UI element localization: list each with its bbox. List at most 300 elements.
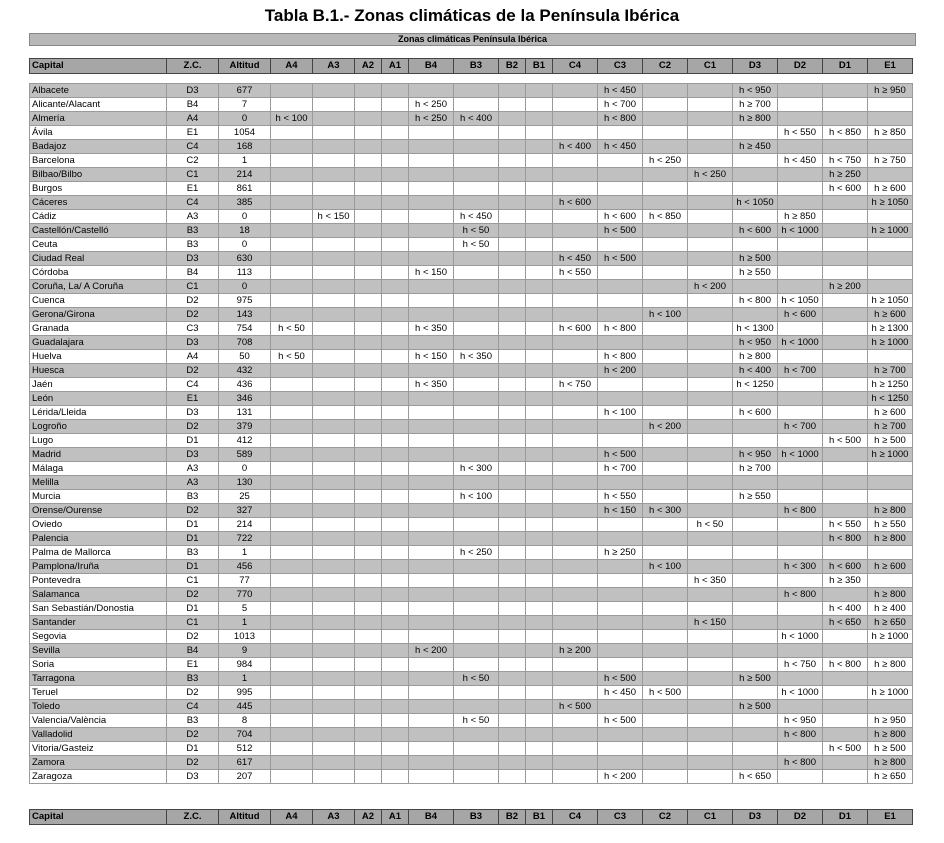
empty-cell xyxy=(688,196,733,210)
threshold-cell: h < 600 xyxy=(733,224,778,238)
empty-cell xyxy=(598,630,643,644)
threshold-cell: h < 500 xyxy=(553,700,598,714)
table-row xyxy=(30,280,913,294)
empty-cell xyxy=(499,462,526,476)
header-top-col-c1: C1 xyxy=(688,59,733,74)
empty-cell xyxy=(643,168,688,182)
threshold-cell: h ≥ 800 xyxy=(868,728,913,742)
threshold-cell: h < 100 xyxy=(643,560,688,574)
empty-cell xyxy=(553,630,598,644)
table-row xyxy=(30,140,913,154)
capital-cell: Tarragona xyxy=(30,672,167,686)
empty-cell xyxy=(688,406,733,420)
threshold-cell: h < 350 xyxy=(409,378,454,392)
header-bottom-col-z-c: Z.C. xyxy=(167,810,219,825)
empty-cell xyxy=(313,84,355,98)
empty-cell xyxy=(688,630,733,644)
zone-cell: D1 xyxy=(167,602,219,616)
threshold-cell: h ≥ 800 xyxy=(733,112,778,126)
empty-cell xyxy=(598,280,643,294)
empty-cell xyxy=(526,672,553,686)
empty-cell xyxy=(733,308,778,322)
empty-cell xyxy=(553,588,598,602)
empty-cell xyxy=(409,476,454,490)
table-row xyxy=(30,294,913,308)
altitude-cell: 677 xyxy=(219,84,271,98)
empty-cell xyxy=(733,616,778,630)
threshold-cell: h < 800 xyxy=(823,658,868,672)
threshold-cell: h < 800 xyxy=(733,294,778,308)
empty-cell xyxy=(271,294,313,308)
empty-cell xyxy=(271,308,313,322)
empty-cell xyxy=(526,350,553,364)
empty-cell xyxy=(823,406,868,420)
empty-cell xyxy=(355,308,382,322)
altitude-cell: 0 xyxy=(219,238,271,252)
threshold-cell: h < 500 xyxy=(598,672,643,686)
empty-cell xyxy=(688,462,733,476)
empty-cell xyxy=(526,574,553,588)
empty-cell xyxy=(313,602,355,616)
empty-cell xyxy=(313,560,355,574)
header-bottom-col-e1: E1 xyxy=(868,810,913,825)
empty-cell xyxy=(382,588,409,602)
empty-cell xyxy=(553,504,598,518)
empty-cell xyxy=(271,252,313,266)
table-title: Tabla B.1.- Zonas climáticas de la Península Ibérica xyxy=(264,6,680,25)
empty-cell xyxy=(313,714,355,728)
threshold-cell: h < 950 xyxy=(733,336,778,350)
empty-cell xyxy=(313,504,355,518)
empty-cell xyxy=(526,602,553,616)
empty-cell xyxy=(778,490,823,504)
empty-cell xyxy=(733,420,778,434)
empty-cell xyxy=(598,182,643,196)
empty-cell xyxy=(499,448,526,462)
threshold-cell: h < 400 xyxy=(553,140,598,154)
zone-cell: B4 xyxy=(167,266,219,280)
empty-cell xyxy=(454,756,499,770)
empty-cell xyxy=(688,672,733,686)
empty-cell xyxy=(382,140,409,154)
empty-cell xyxy=(355,210,382,224)
empty-cell xyxy=(409,126,454,140)
zone-cell: D2 xyxy=(167,294,219,308)
empty-cell xyxy=(355,476,382,490)
empty-cell xyxy=(409,196,454,210)
empty-cell xyxy=(271,700,313,714)
empty-cell xyxy=(313,476,355,490)
header-row-top xyxy=(29,58,913,74)
empty-cell xyxy=(823,700,868,714)
empty-cell xyxy=(313,546,355,560)
empty-cell xyxy=(733,756,778,770)
empty-cell xyxy=(271,644,313,658)
empty-cell xyxy=(382,392,409,406)
threshold-cell: h ≥ 650 xyxy=(868,770,913,784)
capital-cell: Santander xyxy=(30,616,167,630)
capital-cell: Pamplona/Iruña xyxy=(30,560,167,574)
empty-cell xyxy=(526,266,553,280)
empty-cell xyxy=(553,616,598,630)
empty-cell xyxy=(313,140,355,154)
empty-cell xyxy=(688,182,733,196)
table-row xyxy=(30,322,913,336)
altitude-cell: 77 xyxy=(219,574,271,588)
empty-cell xyxy=(382,630,409,644)
empty-cell xyxy=(382,238,409,252)
empty-cell xyxy=(778,406,823,420)
zone-cell: D2 xyxy=(167,504,219,518)
empty-cell xyxy=(688,742,733,756)
empty-cell xyxy=(499,224,526,238)
threshold-cell: h ≥ 650 xyxy=(868,616,913,630)
empty-cell xyxy=(778,378,823,392)
capital-cell: Palencia xyxy=(30,532,167,546)
altitude-cell: 0 xyxy=(219,210,271,224)
empty-cell xyxy=(271,770,313,784)
empty-cell xyxy=(409,532,454,546)
empty-cell xyxy=(526,308,553,322)
capital-cell: Madrid xyxy=(30,448,167,462)
empty-cell xyxy=(868,140,913,154)
empty-cell xyxy=(313,280,355,294)
altitude-cell: 7 xyxy=(219,98,271,112)
empty-cell xyxy=(823,140,868,154)
table-row xyxy=(30,504,913,518)
empty-cell xyxy=(868,644,913,658)
table-row xyxy=(30,448,913,462)
table-row xyxy=(30,742,913,756)
altitude-cell: 385 xyxy=(219,196,271,210)
empty-cell xyxy=(313,126,355,140)
empty-cell xyxy=(313,490,355,504)
threshold-cell: h < 800 xyxy=(778,504,823,518)
empty-cell xyxy=(778,98,823,112)
empty-cell xyxy=(499,112,526,126)
empty-cell xyxy=(643,266,688,280)
empty-cell xyxy=(778,644,823,658)
empty-cell xyxy=(355,686,382,700)
empty-cell xyxy=(382,490,409,504)
altitude-cell: 8 xyxy=(219,714,271,728)
empty-cell xyxy=(271,126,313,140)
empty-cell xyxy=(643,658,688,672)
empty-cell xyxy=(499,518,526,532)
empty-cell xyxy=(382,364,409,378)
empty-cell xyxy=(355,406,382,420)
altitude-cell: 207 xyxy=(219,770,271,784)
empty-cell xyxy=(733,588,778,602)
table-row xyxy=(30,308,913,322)
empty-cell xyxy=(382,658,409,672)
empty-cell xyxy=(553,224,598,238)
threshold-cell: h < 500 xyxy=(598,448,643,462)
empty-cell xyxy=(382,154,409,168)
header-top-col-d3: D3 xyxy=(733,59,778,74)
altitude-cell: 1 xyxy=(219,546,271,560)
empty-cell xyxy=(823,546,868,560)
threshold-cell: h < 1250 xyxy=(868,392,913,406)
table-row xyxy=(30,224,913,238)
table-row xyxy=(30,84,913,98)
empty-cell xyxy=(409,728,454,742)
threshold-cell: h < 200 xyxy=(688,280,733,294)
empty-cell xyxy=(313,518,355,532)
empty-cell xyxy=(271,672,313,686)
empty-cell xyxy=(598,616,643,630)
threshold-cell: h < 600 xyxy=(553,322,598,336)
table-row xyxy=(30,602,913,616)
empty-cell xyxy=(643,476,688,490)
empty-cell xyxy=(382,546,409,560)
altitude-cell: 214 xyxy=(219,168,271,182)
empty-cell xyxy=(598,294,643,308)
empty-cell xyxy=(598,700,643,714)
table-row xyxy=(30,238,913,252)
empty-cell xyxy=(409,714,454,728)
empty-cell xyxy=(733,182,778,196)
header-bottom-col-a1: A1 xyxy=(382,810,409,825)
empty-cell xyxy=(823,294,868,308)
zone-cell: B3 xyxy=(167,224,219,238)
empty-cell xyxy=(526,210,553,224)
capital-cell: Lérida/Lleida xyxy=(30,406,167,420)
empty-cell xyxy=(499,308,526,322)
threshold-cell: h < 850 xyxy=(643,210,688,224)
empty-cell xyxy=(598,756,643,770)
threshold-cell: h ≥ 800 xyxy=(868,658,913,672)
empty-cell xyxy=(382,462,409,476)
empty-cell xyxy=(382,98,409,112)
empty-cell xyxy=(355,252,382,266)
table-row xyxy=(30,476,913,490)
empty-cell xyxy=(553,728,598,742)
table-row xyxy=(30,770,913,784)
capital-cell: Soria xyxy=(30,658,167,672)
empty-cell xyxy=(409,518,454,532)
table-row xyxy=(30,574,913,588)
empty-cell xyxy=(598,742,643,756)
empty-cell xyxy=(355,658,382,672)
empty-cell xyxy=(778,742,823,756)
empty-cell xyxy=(598,154,643,168)
capital-cell: Ceuta xyxy=(30,238,167,252)
empty-cell xyxy=(778,140,823,154)
empty-cell xyxy=(688,770,733,784)
empty-cell xyxy=(868,168,913,182)
empty-cell xyxy=(382,420,409,434)
threshold-cell: h < 600 xyxy=(553,196,598,210)
threshold-cell: h < 400 xyxy=(733,364,778,378)
empty-cell xyxy=(733,168,778,182)
empty-cell xyxy=(355,672,382,686)
threshold-cell: h < 50 xyxy=(271,322,313,336)
empty-cell xyxy=(526,224,553,238)
empty-cell xyxy=(409,168,454,182)
empty-cell xyxy=(778,546,823,560)
header-top-col-d1: D1 xyxy=(823,59,868,74)
empty-cell xyxy=(688,336,733,350)
empty-cell xyxy=(382,294,409,308)
empty-cell xyxy=(271,560,313,574)
empty-cell xyxy=(499,196,526,210)
header-bottom-col-d2: D2 xyxy=(778,810,823,825)
threshold-cell: h < 200 xyxy=(643,420,688,434)
header-bottom-col-altitud: Altitud xyxy=(219,810,271,825)
empty-cell xyxy=(271,602,313,616)
threshold-cell: h < 50 xyxy=(454,238,499,252)
empty-cell xyxy=(778,476,823,490)
empty-cell xyxy=(271,686,313,700)
threshold-cell: h < 300 xyxy=(643,504,688,518)
threshold-cell: h < 950 xyxy=(778,714,823,728)
empty-cell xyxy=(355,714,382,728)
empty-cell xyxy=(313,658,355,672)
empty-cell xyxy=(643,224,688,238)
empty-cell xyxy=(688,532,733,546)
empty-cell xyxy=(688,126,733,140)
threshold-cell: h ≥ 1000 xyxy=(868,336,913,350)
capital-cell: Castellón/Castelló xyxy=(30,224,167,238)
empty-cell xyxy=(733,476,778,490)
empty-cell xyxy=(688,448,733,462)
empty-cell xyxy=(688,238,733,252)
empty-cell xyxy=(643,140,688,154)
capital-cell: Valencia/València xyxy=(30,714,167,728)
threshold-cell: h < 100 xyxy=(271,112,313,126)
empty-cell xyxy=(382,602,409,616)
empty-cell xyxy=(499,714,526,728)
empty-cell xyxy=(553,602,598,616)
empty-cell xyxy=(271,406,313,420)
empty-cell xyxy=(823,364,868,378)
empty-cell xyxy=(688,210,733,224)
empty-cell xyxy=(823,308,868,322)
empty-cell xyxy=(643,322,688,336)
empty-cell xyxy=(271,168,313,182)
threshold-cell: h < 450 xyxy=(598,686,643,700)
table-row xyxy=(30,644,913,658)
empty-cell xyxy=(499,420,526,434)
empty-cell xyxy=(355,756,382,770)
empty-cell xyxy=(313,448,355,462)
empty-cell xyxy=(382,224,409,238)
threshold-cell: h < 700 xyxy=(778,420,823,434)
empty-cell xyxy=(271,434,313,448)
threshold-cell: h < 950 xyxy=(733,448,778,462)
empty-cell xyxy=(778,182,823,196)
empty-cell xyxy=(733,742,778,756)
empty-cell xyxy=(409,588,454,602)
empty-cell xyxy=(778,602,823,616)
empty-cell xyxy=(313,364,355,378)
empty-cell xyxy=(454,196,499,210)
empty-cell xyxy=(454,84,499,98)
empty-cell xyxy=(499,238,526,252)
empty-cell xyxy=(382,504,409,518)
empty-cell xyxy=(643,448,688,462)
climate-zone-table xyxy=(29,83,913,784)
empty-cell xyxy=(499,84,526,98)
empty-cell xyxy=(598,434,643,448)
threshold-cell: h < 450 xyxy=(778,154,823,168)
threshold-cell: h < 50 xyxy=(454,672,499,686)
threshold-cell: h < 300 xyxy=(778,560,823,574)
threshold-cell: h < 800 xyxy=(778,588,823,602)
empty-cell xyxy=(499,476,526,490)
threshold-cell: h < 750 xyxy=(553,378,598,392)
empty-cell xyxy=(688,490,733,504)
threshold-cell: h ≥ 600 xyxy=(868,308,913,322)
empty-cell xyxy=(454,434,499,448)
empty-cell xyxy=(526,560,553,574)
header-top-col-b3: B3 xyxy=(454,59,499,74)
table-row xyxy=(30,532,913,546)
zone-cell: C4 xyxy=(167,140,219,154)
header-bottom-col-a4: A4 xyxy=(271,810,313,825)
threshold-cell: h < 150 xyxy=(409,350,454,364)
empty-cell xyxy=(598,532,643,546)
zone-cell: D2 xyxy=(167,420,219,434)
empty-cell xyxy=(454,364,499,378)
empty-cell xyxy=(526,490,553,504)
threshold-cell: h < 950 xyxy=(733,84,778,98)
empty-cell xyxy=(733,644,778,658)
empty-cell xyxy=(823,476,868,490)
empty-cell xyxy=(598,238,643,252)
table-row xyxy=(30,252,913,266)
header-bottom-col-c3: C3 xyxy=(598,810,643,825)
empty-cell xyxy=(271,616,313,630)
empty-cell xyxy=(643,112,688,126)
empty-cell xyxy=(355,616,382,630)
table-row xyxy=(30,560,913,574)
empty-cell xyxy=(499,700,526,714)
empty-cell xyxy=(499,560,526,574)
empty-cell xyxy=(409,434,454,448)
empty-cell xyxy=(823,644,868,658)
threshold-cell: h ≥ 350 xyxy=(823,574,868,588)
empty-cell xyxy=(733,728,778,742)
empty-cell xyxy=(598,168,643,182)
empty-cell xyxy=(526,280,553,294)
empty-cell xyxy=(355,196,382,210)
threshold-cell: h ≥ 700 xyxy=(733,98,778,112)
empty-cell xyxy=(313,462,355,476)
zone-cell: A3 xyxy=(167,462,219,476)
empty-cell xyxy=(355,336,382,350)
empty-cell xyxy=(355,532,382,546)
empty-cell xyxy=(355,98,382,112)
empty-cell xyxy=(499,616,526,630)
empty-cell xyxy=(355,630,382,644)
threshold-cell: h ≥ 200 xyxy=(553,644,598,658)
header-bottom-col-d1: D1 xyxy=(823,810,868,825)
empty-cell xyxy=(355,112,382,126)
empty-cell xyxy=(409,336,454,350)
header-top-col-d2: D2 xyxy=(778,59,823,74)
empty-cell xyxy=(313,238,355,252)
table-row xyxy=(30,364,913,378)
empty-cell xyxy=(499,644,526,658)
capital-cell: Burgos xyxy=(30,182,167,196)
empty-cell xyxy=(382,126,409,140)
empty-cell xyxy=(643,728,688,742)
empty-cell xyxy=(382,112,409,126)
threshold-cell: h < 1050 xyxy=(778,294,823,308)
zone-cell: D2 xyxy=(167,728,219,742)
